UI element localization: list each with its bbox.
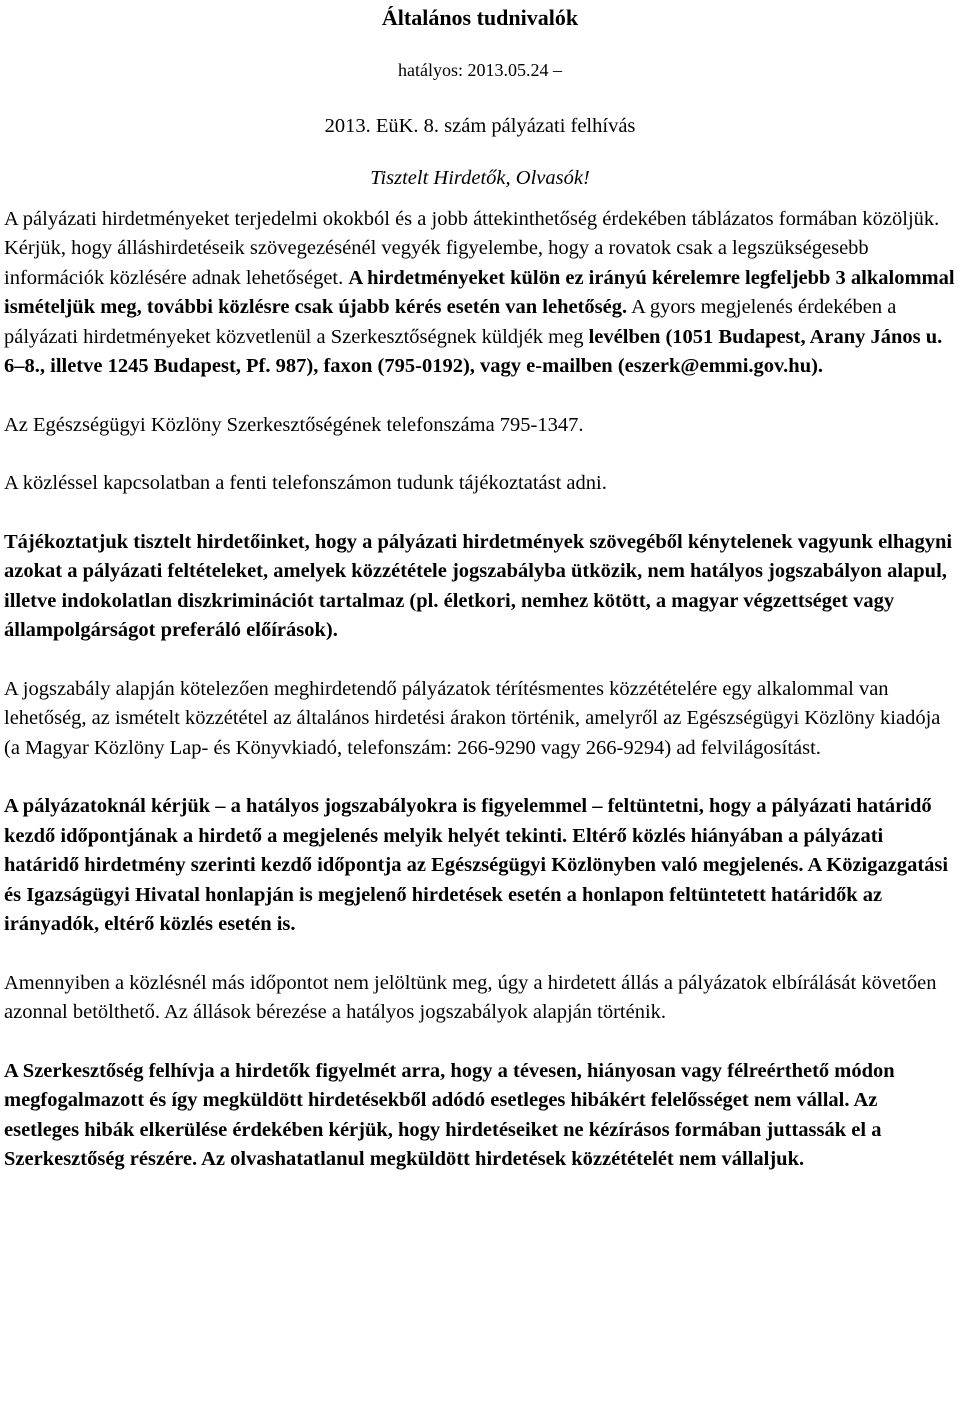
salutation: Tisztelt Hirdetők, Olvasók!: [370, 167, 590, 189]
document-page: [4, 2, 956, 1175]
liability-notice-text: A Szerkesztőség felhívja a hirdetők figyelmét arra, hogy a tévesen, hiányosan vagy félreérthető módon megfogalmazott és így megküldött hirdetésekből adódó esetleges hibákért felelősséget nem vállal. Az esetleges hibák elkerülése érdekében kérjük, hogy hirdetéseiket ne kézírásos formában juttassák el a Szerkesztőség részére. Az olvashatatlanul megküldött hirdetések közzétételét nem vállaljuk.: [4, 1059, 895, 1170]
paragraph-deadline: [4, 792, 956, 940]
submission-method-text: A gyors megjelenés érdekében a pályázati hirdetményeket közvetlenül a Szerkesztőségnek küldjék meg: [4, 296, 897, 348]
page-title: Általános tudnivalók: [381, 5, 579, 30]
paragraph-liability: [4, 1057, 956, 1175]
discrimination-notice-text: Tájékoztatjuk tisztelt hirdetőinket, hogy a pályázati hirdetmények szövegéből kénytelenek vagyunk elhagyni azokat a pályázati feltételeket, amelyek közzététele jogszabályba ütközik, nem hatályos jogszabályon alapul, illetve indokolatlan diszkriminációt tartalmaz (pl. életkori, nemhez kötött, a magyar végzettséget vagy állampolgárságot preferáló előírások).: [4, 530, 953, 641]
paragraph-phone: Az Egészségügyi Közlöny Szerkesztőségének telefonszáma 795-1347.: [4, 413, 584, 436]
paragraph-position-filling: Amennyiben a közlésnél más időpontot nem jelöltünk meg, úgy a hirdetett állás a pályázatok elbírálását követően azonnal betölthető. Az állások bérezése a hatályos jogszabályok alapján történik.: [4, 971, 937, 1023]
submission-intro-text: A pályázati hirdetményeket terjedelmi okokból és a jobb áttekinthetőség érdekében táblázatos formában közöljük. Kérjük, hogy álláshirdetéseik szövegezésénél vegyék figyelembe, hogy a rovatok csak a legszükségesebb információk közlésére adnak lehetőséget.: [4, 207, 940, 289]
repeat-limit-notice: A hirdetményeket külön ez irányú kérelemre legfeljebb 3 alkalommal ismételjük meg, további közlésre csak újabb kérés esetén van lehetőség.: [4, 266, 955, 318]
effective-date: hatályos: 2013.05.24 –: [398, 60, 562, 80]
paragraph-discrimination-notice: [4, 528, 956, 646]
paragraph-free-publication: A jogszabály alapján kötelezően meghirdetendő pályázatok térítésmentes közzétételére egy alkalommal van lehetőség, az ismételt közzététel az általános hirdetési árakon történik, amelyről az Egészségügyi Közlöny kiadója (a Magyar Közlöny Lap- és Könyvkiadó, telefonszám: 266-9290 vagy 266-9294) ad felvilágosítást.: [4, 677, 941, 759]
paragraph-inquiries: A közléssel kapcsolatban a fenti telefonszámon tudunk tájékoztatást adni.: [4, 472, 607, 494]
contact-addresses: levélben (1051 Budapest, Arany János u. 6–8., illetve 1245 Budapest, Pf. 987), faxon (795-0192), vagy e-mailben (eszerk@emmi.gov.hu).: [4, 325, 943, 377]
paragraph-submission-info: [4, 205, 956, 382]
deadline-notice-text: A pályázatoknál kérjük – a hatályos jogszabályokra is figyelemmel – feltüntetni, hogy a pályázati határidő kezdő időpontjának a hirdető a megjelenés melyik helyét tekinti. Eltérő közlés hiányában a pályázati határidő hirdetmény szerinti kezdő időpontja az Egészségügyi Közlönyben való megjelenés. A Közigazgatási és Igazságügyi Hivatal honlapján is megjelenő hirdetések esetén a honlapon feltüntetett határidők az irányadók, eltérő közlés esetén is.: [4, 795, 949, 935]
issue-reference: 2013. EüK. 8. szám pályázati felhívás: [324, 114, 636, 137]
